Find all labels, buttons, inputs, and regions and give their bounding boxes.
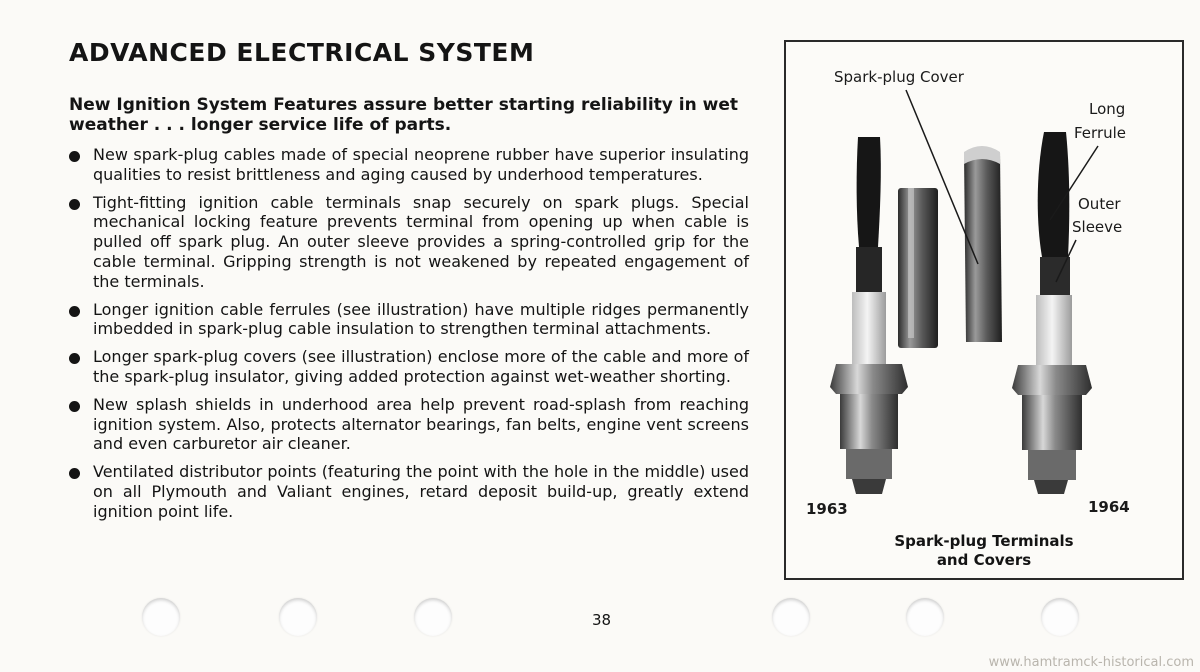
caption-line-1: Spark-plug Terminals [894, 532, 1074, 550]
list-item [69, 193, 749, 292]
bullet-icon [69, 151, 80, 162]
bullet-icon [69, 353, 80, 364]
section-subtitle: New Ignition System Features assure better starting reliability in wet weather . . . longer service life of parts. [69, 95, 738, 135]
list-item-text: New splash shields in underhood area help prevent road-splash from reaching ignition system. Also, protects alternator bearings, fan belts, engine vent screens and even carburetor air cleaner. [93, 394, 749, 454]
list-item-text: Longer spark-plug covers (see illustration) enclose more of the cable and more of the spark-plug insulator, giving added protection against wet-weather shorting. [93, 347, 749, 386]
label-ferrule: Ferrule [1074, 124, 1127, 142]
page-title: ADVANCED ELECTRICAL SYSTEM [69, 38, 535, 67]
caption-line-2: and Covers [936, 551, 1032, 569]
label-spark-plug-cover: Spark-plug Cover [834, 68, 964, 86]
label-long: Long [1089, 100, 1126, 118]
illustration-panel [784, 40, 1184, 580]
label-sleeve: Sleeve [1072, 218, 1123, 236]
list-item-text: Longer ignition cable ferrules (see illustration) have multiple ridges permanently imbedded in spark-plug cable insulation to strengthen terminal attachments. [93, 299, 749, 339]
bullet-icon [69, 468, 80, 479]
list-item [69, 347, 749, 387]
bullet-icon [69, 306, 80, 317]
list-item-text: New spark-plug cables made of special neoprene rubber have superior insulating qualities to resist brittleness and aging caused by underhood temperatures. [93, 145, 749, 184]
label-year-1963: 1963 [806, 500, 848, 518]
binder-hole [906, 598, 944, 636]
list-item-text: Tight-fitting ignition cable terminals snap securely on spark plugs. Special mechanical locking feature prevents terminal from opening up when cable is pulled off spark plug. An outer sleeve provides a spring-controlled grip for the cable terminal. Gripping strength is not weakened by repeated engagement of the terminals. [93, 192, 749, 291]
binder-hole [142, 598, 180, 636]
binder-hole [414, 598, 452, 636]
list-item [69, 395, 749, 454]
binder-hole [279, 598, 317, 636]
bullet-icon [69, 401, 80, 412]
label-year-1964: 1964 [1088, 498, 1130, 516]
label-outer: Outer [1078, 195, 1121, 213]
binder-hole [1041, 598, 1079, 636]
feature-list [69, 145, 749, 530]
list-item [69, 462, 749, 521]
list-item-text: Ventilated distributor points (featuring the point with the hole in the middle) used on all Plymouth and Valiant engines, retard deposit build-up, greatly extend ignition point life. [93, 462, 749, 521]
site-watermark: www.hamtramck-historical.com [988, 655, 1194, 670]
list-item [69, 300, 749, 340]
figure-caption [786, 532, 1182, 570]
binder-hole [772, 598, 810, 636]
page-number: 38 [592, 611, 612, 629]
bullet-icon [69, 199, 80, 210]
list-item [69, 145, 749, 185]
